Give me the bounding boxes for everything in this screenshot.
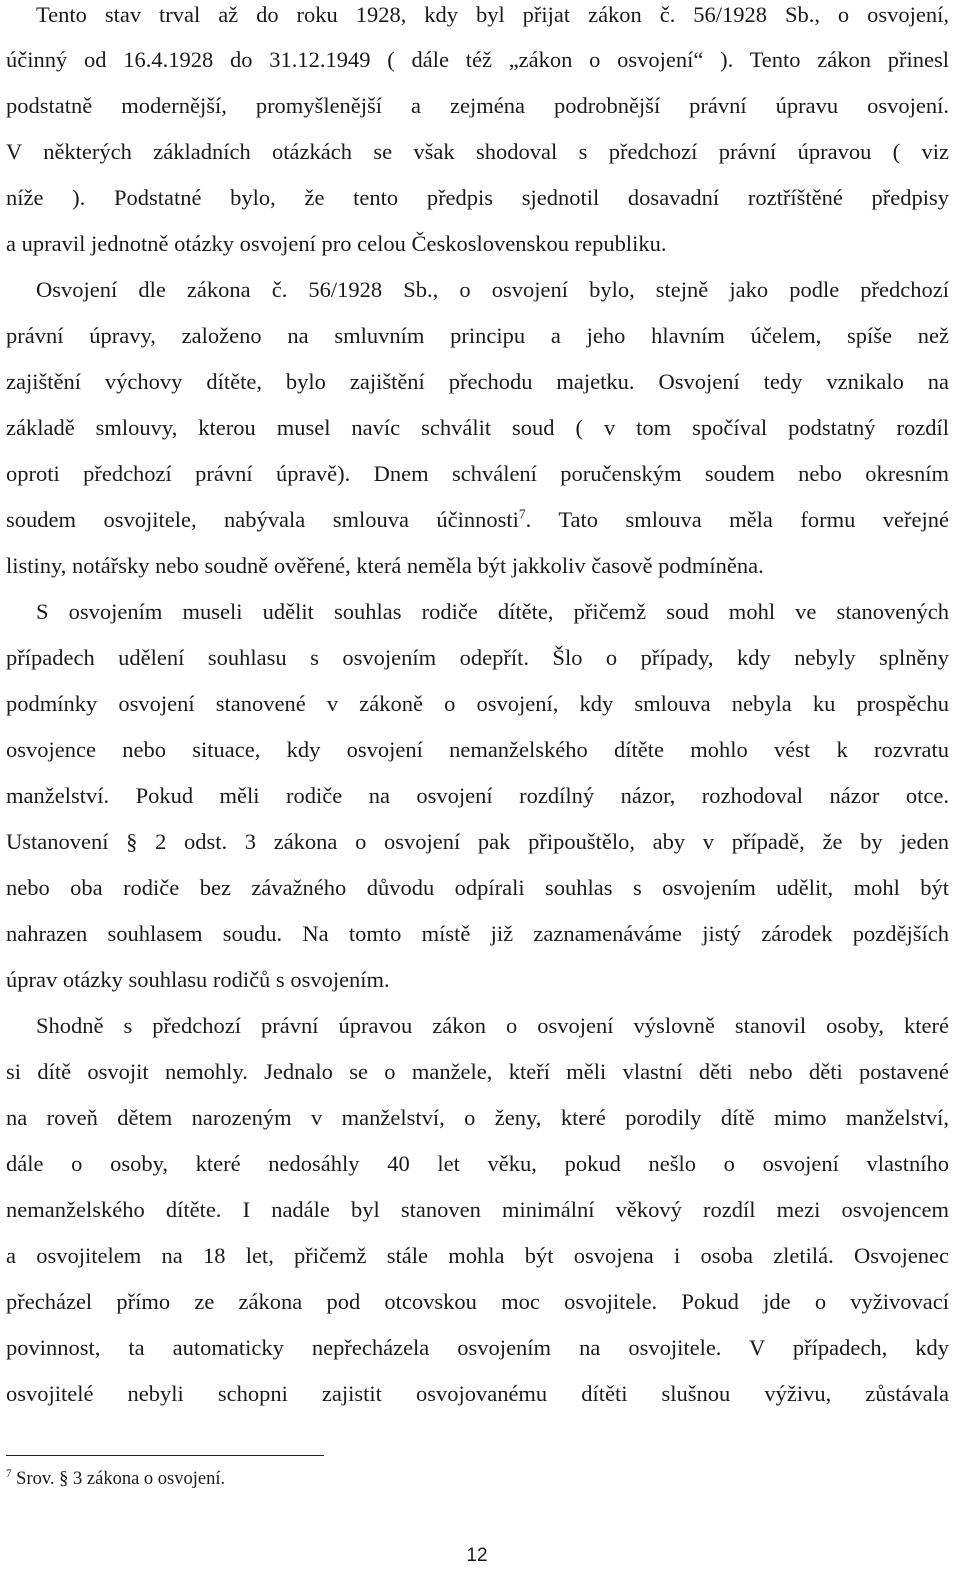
- text-line: případech udělení souhlasu s osvojením odepřít. Šlo o případy, kdy nebyly splněny: [6, 645, 949, 670]
- text-line: nahrazen souhlasem soudu. Na tomto místě již zaznamenáváme jistý zárodek pozdějších: [6, 921, 949, 946]
- text-line: Ustanovení § 2 odst. 3 zákona o osvojení pak připouštělo, aby v případě, že by jeden: [6, 829, 949, 854]
- text-line: nemanželského dítěte. I nadále byl stanoven minimální věkový rozdíl mezi osvojencem: [6, 1197, 949, 1222]
- text-line: osvojence nebo situace, kdy osvojení nemanželského dítěte mohlo vést k rozvratu: [6, 737, 949, 762]
- text-line: účinný od 16.4.1928 do 31.12.1949 ( dále též „zákon o osvojení“ ). Tento zákon přinesl: [6, 47, 949, 72]
- text-segment: . Tato smlouva měla formu veřejné: [525, 507, 949, 532]
- text-line: Tento stav trval až do roku 1928, kdy byl přijat zákon č. 56/1928 Sb., o osvojení,: [36, 2, 949, 27]
- text-line: dále o osoby, které nedosáhly 40 let věku, pokud nešlo o osvojení vlastního: [6, 1151, 949, 1176]
- text-line: přecházel přímo ze zákona pod otcovskou moc osvojitele. Pokud jde o vyživovací: [6, 1289, 949, 1314]
- text-segment: soudem osvojitele, nabývala smlouva účinnosti: [6, 507, 519, 532]
- text-line: S osvojením museli udělit souhlas rodiče dítěte, přičemž soud mohl ve stanovených: [36, 599, 949, 624]
- footnote-separator: [6, 1455, 324, 1456]
- text-line: níže ). Podstatné bylo, že tento předpis sjednotil dosavadní roztříštěné předpisy: [6, 185, 949, 210]
- footnote: [6, 1466, 225, 1492]
- footnote-number: 7: [6, 1467, 12, 1480]
- text-line: zajištění výchovy dítěte, bylo zajištění přechodu majetku. Osvojení tedy vznikalo na: [6, 369, 949, 394]
- footnote-text: Srov. § 3 zákona o osvojení.: [16, 1469, 226, 1489]
- text-line: Osvojení dle zákona č. 56/1928 Sb., o osvojení bylo, stejně jako podle předchozí: [36, 277, 949, 302]
- text-line: manželství. Pokud měli rodiče na osvojení rozdílný názor, rozhodoval názor otce.: [6, 783, 949, 808]
- footnote-ref[interactable]: 7: [518, 506, 526, 522]
- text-line-with-footnote: [6, 505, 949, 535]
- text-line: si dítě osvojit nemohly. Jednalo se o manžele, kteří měli vlastní děti nebo děti postavené: [6, 1059, 949, 1084]
- text-line: nebo oba rodiče bez závažného důvodu odpírali souhlas s osvojením udělit, mohl být: [6, 875, 949, 900]
- text-line: listiny, notářsky nebo soudně ověřené, která neměla být jakkoliv časově podmíněna.: [6, 553, 764, 578]
- text-line: V některých základních otázkách se však shodoval s předchozí právní úpravou ( viz: [6, 139, 949, 164]
- text-line: povinnost, ta automaticky nepřecházela osvojením na osvojitele. V případech, kdy: [6, 1335, 949, 1360]
- text-line: podmínky osvojení stanovené v zákoně o osvojení, kdy smlouva nebyla ku prospěchu: [6, 691, 949, 716]
- text-line: osvojitelé nebyli schopni zajistit osvojovanému dítěti slušnou výživu, zůstávala: [6, 1381, 949, 1406]
- text-line: a osvojitelem na 18 let, přičemž stále mohla být osvojena i osoba zletilá. Osvojenec: [6, 1243, 949, 1268]
- text-line: Shodně s předchozí právní úpravou zákon o osvojení výslovně stanovil osoby, které: [36, 1013, 949, 1038]
- text-line: právní úpravy, založeno na smluvním principu a jeho hlavním účelem, spíše než: [6, 323, 949, 348]
- text-line: a upravil jednotně otázky osvojení pro celou Československou republiku.: [6, 231, 667, 256]
- text-line: oproti předchozí právní úpravě). Dnem schválení poručenským soudem nebo okresním: [6, 461, 949, 486]
- page-number: 12: [466, 1545, 488, 1566]
- text-line: podstatně modernější, promyšlenější a zejména podrobnější právní úpravu osvojení.: [6, 93, 949, 118]
- text-line: základě smlouvy, kterou musel navíc schválit soud ( v tom spočíval podstatný rozdíl: [6, 415, 949, 440]
- text-line: na roveň dětem narozeným v manželství, o ženy, které porodily dítě mimo manželství,: [6, 1105, 949, 1130]
- text-line: úprav otázky souhlasu rodičů s osvojením.: [6, 967, 390, 992]
